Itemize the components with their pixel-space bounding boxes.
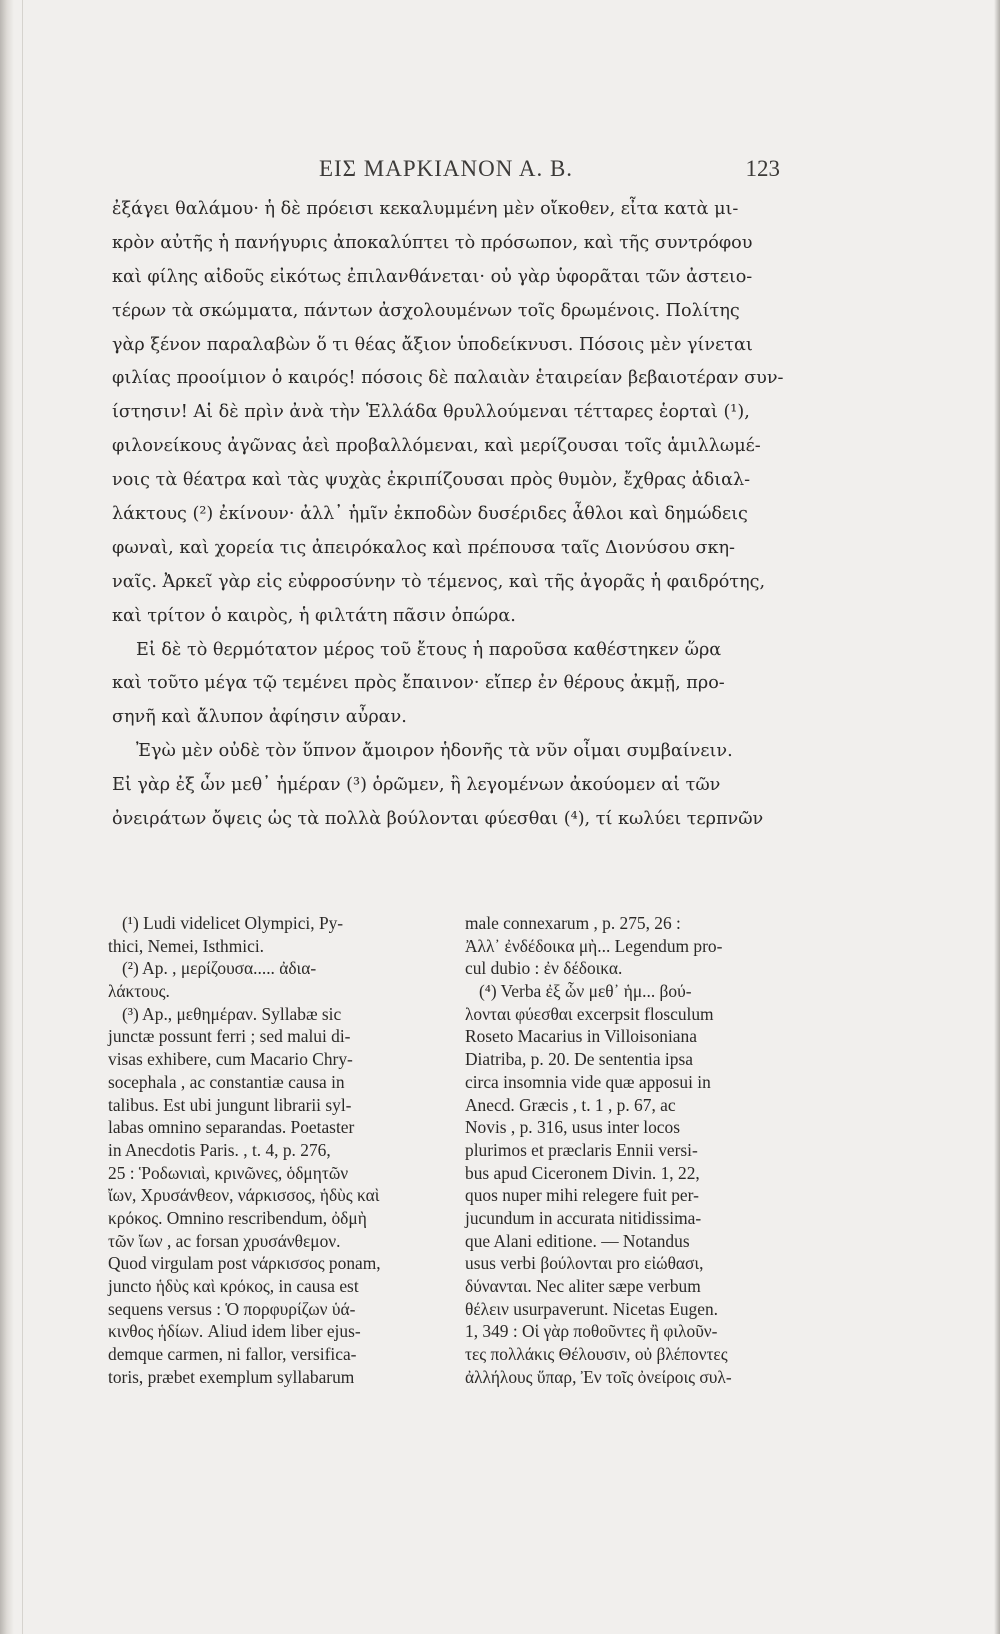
text-line: Εἰ δὲ τὸ θερμότατον μέρος τοῦ ἔτους ἡ παροῦσα καθέστηκεν ὥρα (136, 639, 722, 660)
footnote-line: (²) Ap. , μερίζουσα..... ἀδια- (122, 958, 317, 979)
text-line: φιλονείκους ἀγῶνας ἀεὶ προβαλλόμεναι, καὶ μερίζουσαι τοῖς ἁμιλλωμέ- (112, 436, 761, 457)
page-edge-line (22, 0, 23, 1634)
footnote-line: sequens versus : Ὁ πορφυρίζων ὑά- (108, 1298, 356, 1319)
footnote-line: δύνανται. Nec aliter sæpe verbum (465, 1276, 701, 1296)
text-line: ίστησιν! Αἱ δὲ πρὶν ἀνὰ τὴν Ἑλλάδα θρυλλούμεναι τέτταρες ἑορταὶ (¹), (112, 402, 750, 423)
text-line: φωναὶ, καὶ χορεία τις ἀπειρόκαλος καὶ πρέπουσα ταῖς Διονύσου σκη- (112, 537, 735, 558)
footnote-line: in Anecdotis Paris. , t. 4, p. 276, (108, 1139, 331, 1160)
text-line: καὶ τοῦτο μέγα τῷ τεμένει πρὸς ἔπαινον· εἴπερ ἐν θέρους ἀκμῇ, προ- (112, 673, 725, 694)
footnote-line: Anecd. Græcis , t. 1 , p. 67, ac (465, 1094, 676, 1115)
footnote-line: (⁴) Verba ἐξ ὧν μεθ᾽ ἡμ... βού- (479, 981, 692, 1002)
footnote-line: λάκτους. (108, 981, 170, 1002)
footnote-line: demque carmen, ni fallor, versifica- (108, 1344, 357, 1365)
text-line: κρὸν αὐτῆς ἡ πανήγυρις ἀποκαλύπτει τὸ πρόσωπον, καὶ τῆς συντρόφου (112, 232, 753, 253)
footnote-line: ἴων, Χρυσάνθεον, νάρκισσος, ἡδὺς καὶ (108, 1185, 380, 1206)
text-line: Εἰ γὰρ ἐξ ὧν μεθ᾽ ἡμέραν (³) ὁρῶμεν, ἢ λεγομένων ἀκούομεν αἱ τῶν (112, 775, 721, 796)
footnote-line: socephala , ac constantiæ causa in (108, 1071, 345, 1092)
footnote-line: Roseto Macarius in Villoisoniana (465, 1026, 697, 1047)
text-line: γὰρ ξένον παραλαβὼν ὅ τι θέας ἄξιον ὑποδείκνυσι. Πόσοις μὲν γίνεται (112, 334, 753, 355)
running-head-title: ΕΙΣ ΜΑΡΚΙΑΝΟΝ Α. Β. (318, 156, 574, 181)
footnote-line: usus verbi βούλονται pro εἰώθασι, (465, 1253, 704, 1274)
footnote-line: 1, 349 : Οἱ γὰρ ποθοῦντες ἢ φιλοῦν- (465, 1321, 718, 1342)
binding-shadow (0, 0, 14, 1634)
footnote-line: 25 : Ῥοδωνιαὶ, κρινῶνες, ὁδμητῶν (108, 1162, 349, 1183)
footnote-line: male connexarum , p. 275, 26 : (465, 913, 681, 933)
footnotes-right-column (465, 912, 793, 1388)
right-page-edge (994, 0, 1000, 1634)
text-line: ἐξάγει θαλάμου· ἡ δὲ πρόεισι κεκαλυμμένη μὲν οἴκοθεν, εἶτα κατὰ μι- (112, 199, 739, 219)
footnote-line: Quod virgulam post νάρκισσος ponam, (108, 1253, 381, 1274)
text-line: καὶ φίλης αἰδοῦς εἰκότως ἐπιλανθάνεται· οὐ γὰρ ὑφορᾶται τῶν ἀστειο- (112, 266, 753, 287)
footnote-line: quos nuper mihi relegere fuit per- (465, 1185, 699, 1206)
footnote-line: θέλειν usurpaverunt. Nicetas Eugen. (465, 1298, 719, 1319)
main-text (112, 193, 784, 837)
footnote-line: cul dubio : ἐν δέδοικα. (465, 958, 623, 979)
footnote-line: (³) Ap., μεθημέραν. Syllabæ sic (122, 1003, 342, 1024)
text-line: σηνῆ καὶ ἄλυπον ἀφίησιν αὖραν. (112, 707, 407, 728)
running-head (112, 150, 780, 190)
text-line: νοις τὰ θέατρα καὶ τὰς ψυχὰς ἐκριπίζουσαι πρὸς θυμὸν, ἔχθρας ἀδιαλ- (112, 470, 751, 491)
footnotes-left-column (108, 912, 436, 1388)
footnote-line: (¹) Ludi videlicet Olympici, Py- (122, 913, 344, 933)
footnote-line: κινθος ἡδίων. Aliud idem liber ejus- (108, 1321, 361, 1342)
footnote-line: τες πολλάκις Θέλουσιν, οὐ βλέποντες (465, 1344, 728, 1365)
footnote-line: κρόκος. Omnino rescribendum, ὀδμὴ (108, 1207, 367, 1228)
footnote-line: Diatriba, p. 20. De sententia ipsa (465, 1049, 693, 1070)
footnote-line: λονται φύεσθαι excerpsit flosculum (465, 1003, 714, 1024)
footnote-line: ἀλλήλους ὕπαρ, Ἐν τοῖς ὀνείροις συλ- (465, 1366, 732, 1387)
text-line: φιλίας προοίμιον ὁ καιρός! πόσοις δὲ παλαιὰν ἑταιρείαν βεβαιοτέραν συν- (112, 368, 784, 389)
footnote-line: juncto ἡδὺς καὶ κρόκος, in causa est (108, 1276, 359, 1296)
text-line: λάκτους (²) ἐκίνουν· ἀλλ᾽ ἡμῖν ἐκποδὼν δυσέριδες ἆθλοι καὶ δημώδεις (112, 504, 748, 525)
text-line: καὶ τρίτον ὁ καιρὸς, ἡ φιλτάτη πᾶσιν ὀπώρα. (112, 605, 516, 626)
footnote-line: circa insomnia vide quæ apposui in (465, 1071, 711, 1092)
page-number: 123 (745, 156, 780, 181)
footnote-line: Novis , p. 316, usus inter locos (465, 1117, 680, 1138)
footnote-line: Ἀλλ᾽ ἐνδέδοικα μὴ... Legendum pro- (465, 935, 723, 956)
footnote-line: toris, præbet exemplum syllabarum (108, 1366, 355, 1387)
text-line: τέρων τὰ σκώμματα, πάντων ἀσχολουμένων τοῖς δρωμένοις. Πολίτης (112, 300, 740, 321)
footnote-line: que Alani editione. — Notandus (465, 1230, 690, 1251)
footnote-line: junctæ possunt ferri ; sed malui di- (108, 1026, 351, 1047)
footnote-line: visas exhibere, cum Macario Chry- (108, 1049, 353, 1070)
text-line: ὀνειράτων ὄψεις ὡς τὰ πολλὰ βούλονται φύεσθαι (⁴), τί κωλύει τερπνῶν (112, 809, 764, 830)
text-line: ναῖς. Ἀρκεῖ γὰρ εἰς εὐφροσύνην τὸ τέμενος, καὶ τῆς ἀγορᾶς ἡ φαιδρότης, (112, 571, 766, 592)
footnote-line: jucundum in accurata nitidissima- (465, 1207, 702, 1228)
footnote-line: thici, Nemei, Isthmici. (108, 935, 264, 956)
footnote-line: talibus. Est ubi jungunt librarii syl- (108, 1094, 352, 1115)
footnote-line: plurimos et præclaris Ennii versi- (465, 1139, 698, 1160)
text-line: Ἐγὼ μὲν οὐδὲ τὸν ὕπνον ἄμοιρον ἡδονῆς τὰ νῦν οἶμαι συμβαίνειν. (136, 741, 733, 762)
footnote-line: bus apud Ciceronem Divin. 1, 22, (465, 1162, 700, 1183)
footnote-line: labas omnino separandas. Poetaster (108, 1117, 355, 1138)
footnote-line: τῶν ἴων , ac forsan χρυσάνθεμον. (108, 1230, 341, 1251)
